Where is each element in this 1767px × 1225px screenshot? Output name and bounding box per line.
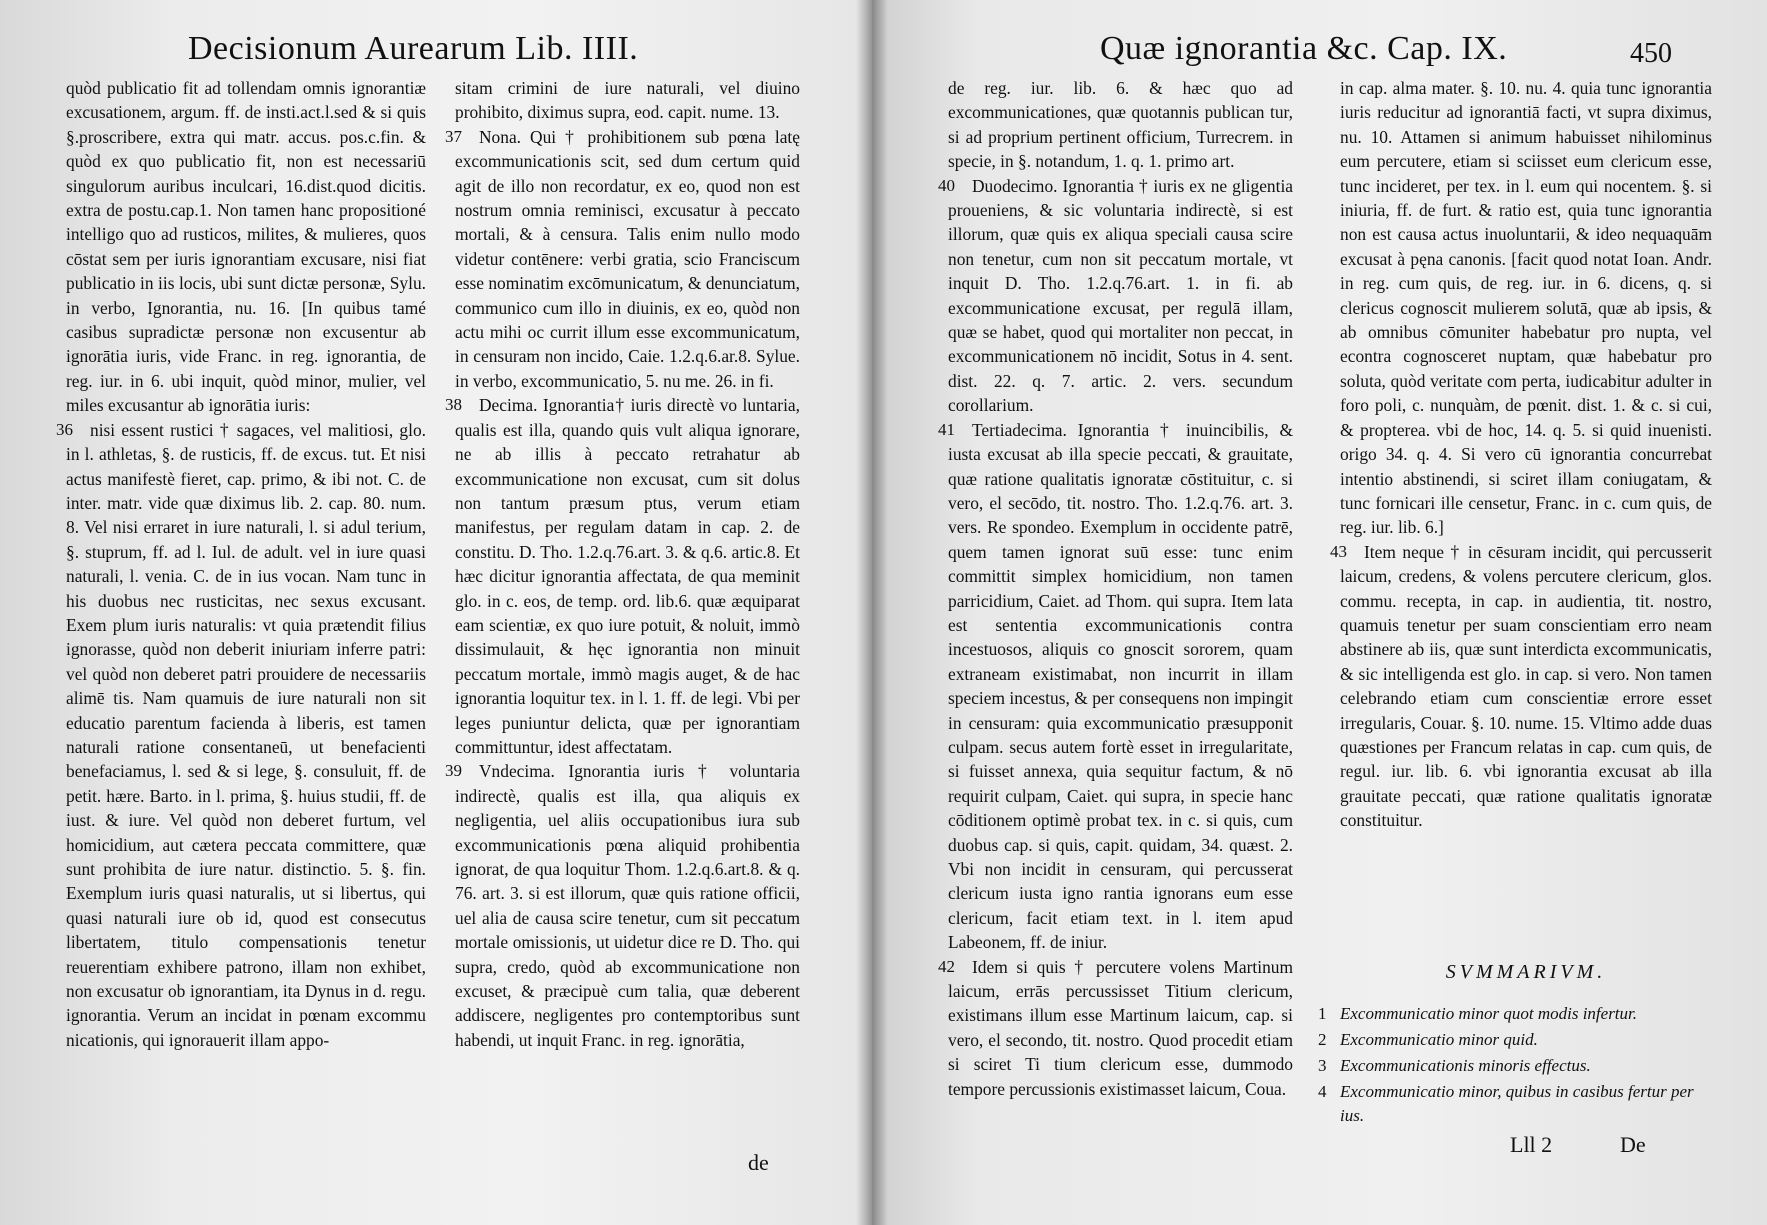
summarium-text: Excommunicatio minor quot modis infertur. bbox=[1340, 1004, 1638, 1024]
paragraph-text: Tertiadecima. Ignorantia † inuincibilis, & iusta excusat ab illa specie peccati, & grauitate, quæ ratione qualitatis ignoratæ cōstituitur, c. si vero, el secōdo, tit. nostro. Tho. 1.2.q.76. art. 3. vers. Re spondeo. Exemplum in occidente patrē, quem tamen ignorat suū esse: tunc enim committit simplex homicidium, non tamen parricidium, Caiet. ad Thom. qui supra. Item lata est sententia excommunicationis contra incestuosos, aliquis co gnoscit sororem, quam extraneam existimabat, non incurrit in illam speciem incestus, & per consequens non impingit in censuram: quia excommunicatio præsupponit culpam. secus autem fortè esset in irregularitate, si fuisset annexa, quia sequitur factum, & nō requirit culpam, Caiet. qui supra, in specie hanc cōditionem optimè probat tex. in c. si quis, cum duobus cap. si quis, capit. quidam, 34. quæst. 2. Vbi non incidit in censuram, qui percusserat clericum iusta igno rantia ignorans eum esse clericum, facit etiam text. in l. item apud Labeonem, ff. de iniur. bbox=[948, 419, 1293, 953]
paragraph bbox=[56, 418, 426, 1053]
paragraph-text: in cap. alma mater. §. 10. nu. 4. quia tunc ignorantia iuris reducitur ad ignorantiā facti, vt supra diximus, nu. 10. Attamen si animum habuisset nihilominus eum percutere, etiam si sciisset eum clericum esse, tunc incideret, per tex. in l. eum qui nocentem. §. si iniuria, ff. de furt. & ratio est, quia tunc ignorantia non est causa actus inuoluntarii, & ideo nequaquām excusat à pęna canonis. [facit quod notat Ioan. Andr. in reg. cum quis, de reg. iur. in 6. dicens, q. si clericus cognoscit mulierem solutā, quæ ab ipsis, & ab omnibus cōmuniter habebatur pro nupta, vel econtra cognosceret nuptam, quæ habebatur pro soluta, quòd veritate com perta, iudicabitur adulter in foro poli, c. nunquàm, de pœnit. dist. 1. & c. si cui, & propterea. vbi de hoc, 14. q. 5. si quid inuenisti. origo 34. q. 4. Si vero cū ignorantia concurrebat intentio abstinendi, si sciret illam coniugatam, & tunc fornicari ille censetur, Franc. in c. cum quis, de reg. iur. lib. 6.] bbox=[1340, 78, 1712, 538]
summarium-item bbox=[1318, 1054, 1712, 1078]
paragraph bbox=[948, 76, 1293, 174]
catchword-left: de bbox=[748, 1150, 769, 1175]
marginal-number: 42 bbox=[938, 956, 955, 976]
catchword-right: De bbox=[1620, 1132, 1646, 1157]
summarium-item bbox=[1318, 1080, 1712, 1128]
summarium-item bbox=[1318, 1002, 1712, 1026]
paragraph-text: quòd publicatio fit ad tollendam omnis ignorantiæ excusationem, argum. ff. de insti.act.l.sed & si quis §.proscribere, extra qui matr. accus. pos.c.fin. & quòd ex quo publicatio fit, non est necessariū singulorum auribus inculcari, 16.dist.quod dicitis. extra de postu.cap.1. Non tamen hanc propositioné intelligo quo ad rusticos, milites, & mulieres, quos cōstat sem per iuris ignorantiam excusare, nisi fiat publicatio in iis locis, ubi sunt dictæ personæ, Sylu. in verbo, Ignorantia, nu. 16. [In quibus tamé casibus supradictæ personæ non excusentur ab ignorātia iuris, vide Franc. in reg. ignorantia, de reg. iur. in 6. ubi inquit, quòd minor, mulier, vel miles excusantur ab ignorātia iuris: bbox=[66, 78, 426, 416]
paragraph-text: sitam crimini de iure naturali, vel diuino prohibito, diximus supra, eod. capit. nume. 13. bbox=[455, 78, 800, 123]
paragraph bbox=[455, 76, 800, 125]
marginal-number: 40 bbox=[938, 175, 955, 195]
paragraph-text: Decima. Ignorantia† iuris directè vo luntaria, qualis est illa, quando quis vult aliqua ignorare, ne ab illis à peccato retrahatur ab excommunicatione non excusat, cum sit dolus non tantum præsum ptus, verum etiam manifestus, per regulam datam in cap. 2. de constitu. D. Tho. 1.2.q.76.art. 3. & q.6. artic.8. Et hæc dicitur ignorantia affectata, de qua meminit glo. in c. eos, de temp. ord. lib.6. quæ æquiparat eam scientiæ, ex quo iure potuit, & noluit, immò dissimulauit, & hęc ignorantia non minuit peccatum mortale, immò magis auget, & de hac ignorantia loquitur tex. in l. 1. ff. de legi. Vbi per leges puniuntur delicta, quæ per ignorantiam committuntur, idest affectatam. bbox=[455, 395, 800, 757]
paragraph-text: Duodecimo. Ignorantia † iuris ex ne gligentia proueniens, & sic voluntaria indirectè, si est illorum, quæ quis ex aliqua speciali causa scire non tenetur, cum non sit peccatum mortale, vt inquit D. Tho. 1.2.q.76.art. 1. in fi. ab excommunicatione excusat, per regulā illam, quæ se habet, quod qui mortaliter non peccat, in excommunicationem nō incidit, Sotus in 4. sent. dist. 22. q. 7. artic. 2. vers. secundum corollarium. bbox=[948, 175, 1293, 416]
text-column-3 bbox=[938, 76, 1293, 1186]
paragraph bbox=[445, 759, 800, 1052]
text-column-1 bbox=[56, 76, 426, 1186]
summarium-title: SVMMARIVM. bbox=[1445, 961, 1607, 983]
paragraph bbox=[445, 393, 800, 759]
paragraph bbox=[938, 955, 1293, 1101]
paragraph bbox=[938, 418, 1293, 955]
summarium-list bbox=[1318, 1002, 1712, 1128]
text-column-4 bbox=[1330, 76, 1712, 936]
summarium-text: Excommunicationis minoris effectus. bbox=[1340, 1056, 1591, 1076]
paragraph bbox=[1330, 540, 1712, 833]
paragraph-text: de reg. iur. lib. 6. & hæc quo ad excommunicationes, quæ quotannis publican tur, si ad proprium pertinent officium, Turrecrem. in specie, in §. notandum, 1. q. 1. primo art. bbox=[948, 78, 1293, 172]
signature-mark: Lll 2 bbox=[1510, 1132, 1553, 1157]
marginal-number: 36 bbox=[56, 419, 73, 439]
paragraph-text: Vndecima. Ignorantia iuris † voluntaria indirectè, qualis est illa, qua aliquis ex negligentia, uel aliis occupationibus iura sub excommunicationis pœna aliquid prohibentia ignorat, de qua loquitur Thom. 1.2.q.6.art.8. & q. 76. art. 3. si est illorum, quæ quis ratione officii, uel alia de causa scire tenetur, cum sit peccatum mortale omissionis, ut uidetur dice re D. Tho. qui supra, credo, quòd ab excommunicatione non excuset, & præcipuè cum talia, quæ deberent addiscere, negligentes pro contemptoribus sunt habendi, ut inquit Franc. in reg. ignorātia, bbox=[455, 761, 800, 1050]
running-head-right: Quæ ignorantia &c. Cap. IX. bbox=[1100, 30, 1508, 67]
paragraph bbox=[1340, 76, 1712, 540]
summarium-number: 2 bbox=[1318, 1030, 1327, 1050]
summarium-item bbox=[1318, 1028, 1712, 1052]
summarium-text: Excommunicatio minor, quibus in casibus fertur per ius. bbox=[1340, 1082, 1694, 1126]
paragraph-text: Item neque † in cēsuram incidit, qui percusserit laicum, credens, & volens percutere clericum, glos. commu. recepta, in cap. in audientia, tit. nostro, quamuis tenetur per suam conscientiam erro neam abstinere ab iis, quæ sunt interdicta excommunicatis, & sic intelligenda est glo. in cap. si vero. Non tamen celebrando etiam cum conscientiæ errore esset irregularis, Couar. §. 10. nume. 15. Vltimo adde duas quæstiones per Francum relatas in cap. cum quis, de regul. iur. lib. 6. vbi ignorantia excusat ab illa grauitate peccati, quæ ratione qualitatis ignoratæ constituitur. bbox=[1340, 541, 1712, 831]
paragraph-text: nisi essent rustici † sagaces, vel malitiosi, glo. in l. athletas, §. de rusticis, ff. de excus. tut. Et nisi actus manifestè fieret, cap. primo, & ibi not. C. de inter. matr. vide quæ diximus lib. 2. cap. 80. num. 8. Vel nisi erraret in iure naturali, l. si adul terium, §. stuprum, ff. ad l. Iul. de adult. vel in iure quasi naturali, l. venia. C. de in ius vocan. Nam tunc in his duobus nec rusticitas, nec sexus excusant. Exem plum iuris naturalis: vt quia prætendit filius ignorasse, quòd non deberit iniuriam inferre patri: vel quòd non deberet patri prouidere de necessariis alimē tis. Nam quamuis de iure naturali non sit educatio parentum facienda à liberis, est tamen naturali ratione consentaneū, ut benefacienti benefaciamus, l. sed & si lege, §. consuluit, ff. de petit. hære. Barto. in l. prima, §. huius studii, ff. de iust. & iure. Vel quòd non deberet furtum, vel homicidium, aut cætera peccata committere, quæ sunt prohibita de iure natur. distinctio. 5. §. fin. Exemplum iuris quasi naturalis, ut si libertus, qui quasi naturali iure ob id, quod est consecutus libertatem, titulo compensationis tenetur reuerentiam exhibere patrono, illam non exhibet, non excusatur ob ignorantiam, ita Dynus in d. regu. ignorantia. Verum an incidat in pœnam excommu nicationis, qui ignorauerit illam appo- bbox=[66, 419, 426, 1050]
page-number: 450 bbox=[1630, 38, 1672, 69]
marginal-number: 43 bbox=[1330, 541, 1347, 561]
summarium-number: 1 bbox=[1318, 1004, 1327, 1024]
text-column-2 bbox=[445, 76, 800, 1166]
marginal-number: 41 bbox=[938, 419, 955, 439]
summarium-text: Excommunicatio minor quid. bbox=[1340, 1030, 1538, 1050]
right-page bbox=[872, 0, 1767, 1225]
running-head-left: Decisionum Aurearum Lib. IIII. bbox=[188, 30, 639, 67]
left-page bbox=[0, 0, 872, 1225]
paragraph bbox=[66, 76, 426, 418]
summarium-number: 4 bbox=[1318, 1082, 1327, 1102]
paragraph-text: Nona. Qui † prohibitionem sub pœna latę excommunicationis scit, sed dum certum quid agit de illo non recordatur, ex eo, quod non est nostrum omnia reminisci, excusatur à peccato mortali, & à censura. Talis enim nullo modo videtur contēnere: verbi gratia, scio Franciscum esse nominatim excōmunicatum, & denunciatum, communico cum illo in diuinis, ex eo, quòd non actu mihi oc currit illum esse excommunicatum, in censuram non incido, Caie. 1.2.q.6.ar.8. Sylue. in verbo, excommunicatio, 5. nu me. 26. in fi. bbox=[455, 126, 800, 391]
paragraph bbox=[938, 174, 1293, 418]
marginal-number: 38 bbox=[445, 395, 462, 415]
paragraph bbox=[445, 125, 800, 393]
summarium-number: 3 bbox=[1318, 1056, 1327, 1076]
marginal-number: 37 bbox=[445, 126, 462, 146]
paragraph-text: Idem si quis † percutere volens Martinum laicum, errās percussisset Titium clericum, existimans illum esse Martinum laicum, cap. si vero, el secondo, tit. nostro. Quod procedit etiam si sciret Ti tium clericum esse, dummodo tempore percussionis existimasset laicum, Coua. bbox=[948, 956, 1293, 1099]
summarium bbox=[1318, 938, 1712, 1126]
marginal-number: 39 bbox=[445, 761, 462, 781]
